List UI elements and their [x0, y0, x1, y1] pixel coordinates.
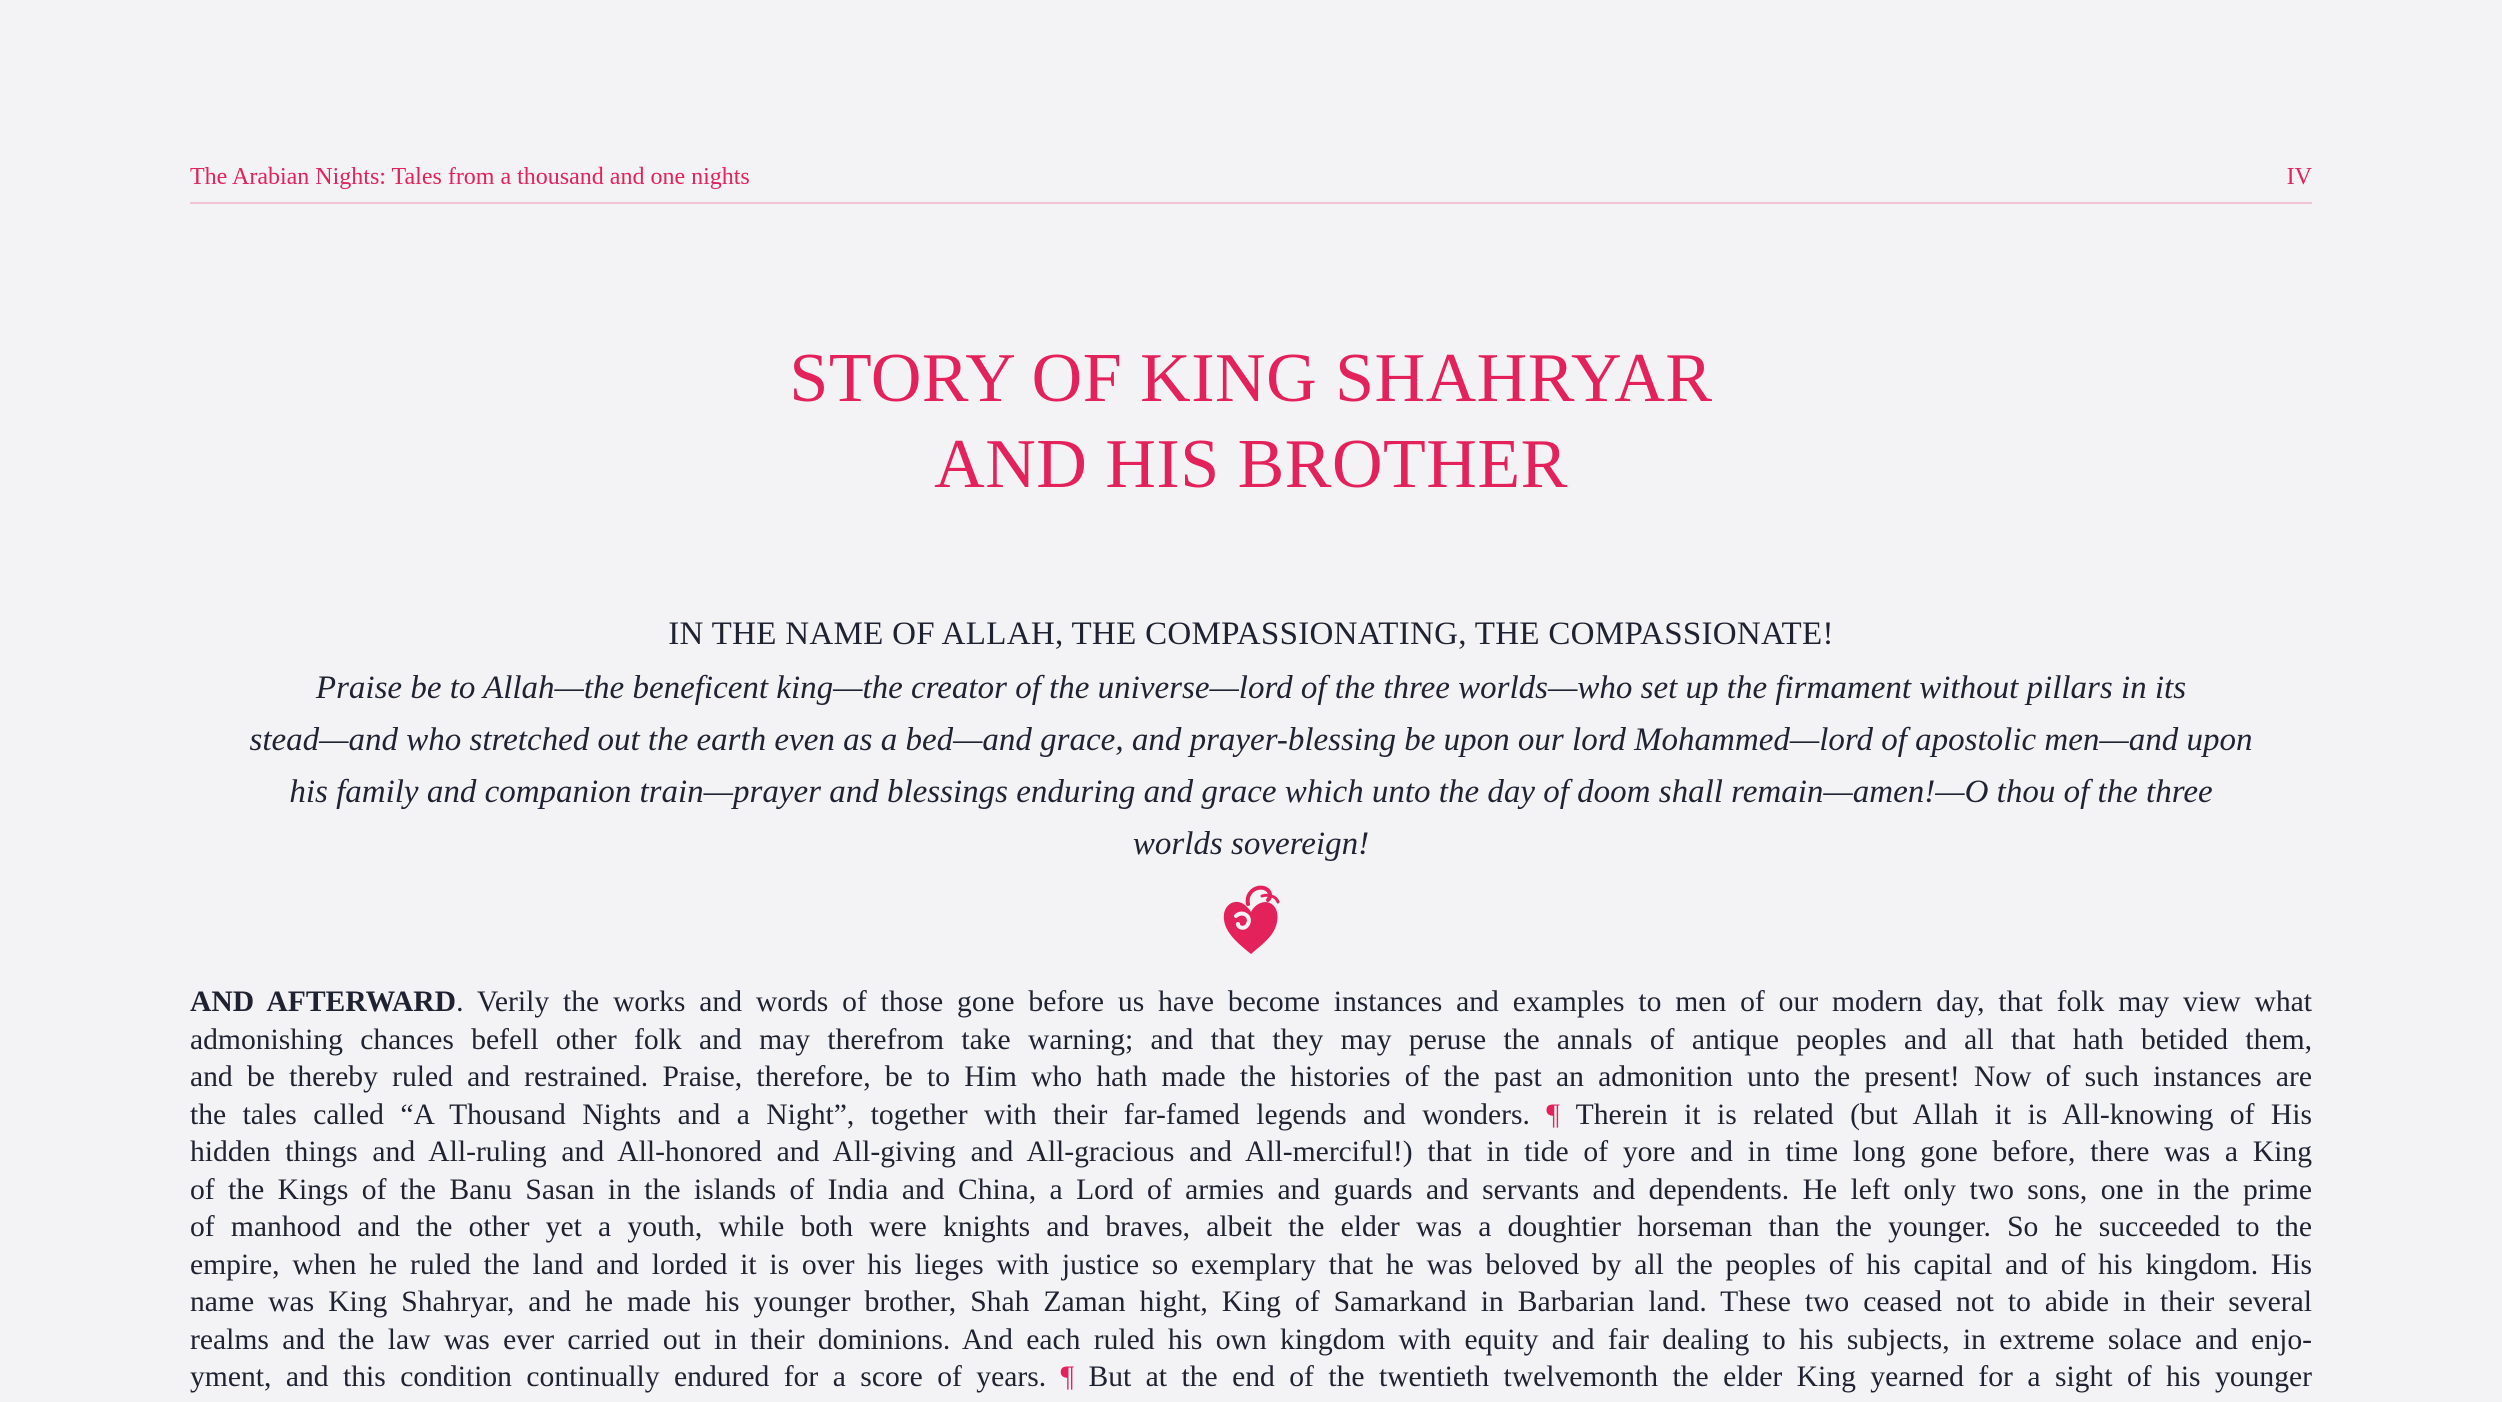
praise-line: worlds sovereign!: [1132, 826, 1370, 862]
chapter-title-line-2: AND HIS BROTHER: [934, 426, 1568, 503]
body-line-text: But at the end of the twentieth twelvemonth the elder King yearned for a sight of his younger: [1088, 1361, 2312, 1393]
body-line: and be thereby ruled and restrained. Praise, therefore, be to Him who hath made the histories of the past an admonition unto the present! Now of such instances are: [190, 1061, 2312, 1093]
book-title: The Arabian Nights: Tales from a thousand and one nights: [190, 164, 750, 190]
lead-in: AND AFTERWARD: [190, 986, 457, 1018]
body-line: of manhood and the other yet a youth, while both were knights and braves, albeit the elder was a doughtier horseman than the younger. So he succeeded to the: [190, 1211, 2312, 1243]
pilcrow-mark: ¶: [1060, 1361, 1075, 1393]
body-line-text: yment, and this condition continually endured for a score of years.: [190, 1361, 1047, 1393]
praise-line: Praise be to Allah—the beneficent king—the creator of the universe—lord of the three worlds—who set up the firmament without pillars in its: [315, 670, 2187, 706]
body-line: [190, 1359, 2312, 1397]
pilcrow-mark: ¶: [1546, 1098, 1560, 1131]
body-line: empire, when he ruled the land and lorded it is over his lieges with justice so exemplary that he was beloved by all the peoples of his capital and of his kingdom. His: [190, 1248, 2312, 1281]
page-number: IV: [2286, 164, 2312, 190]
body-paragraph: [190, 984, 2312, 1397]
body-line: [190, 1097, 2312, 1135]
praise-paragraph: [190, 662, 2312, 870]
body-line: admonishing chances befell other folk and may therefrom take warning; and that they may peruse the annals of antique peoples and all that hath betided them,: [190, 1023, 2312, 1056]
chapter-title-line-1: STORY OF KING SHAHRYAR: [789, 340, 1713, 417]
praise-line: stead—and who stretched out the earth even as a bed—and grace, and prayer-blessing be upon our lord Mohammed—lord of apostolic men—and upon: [249, 722, 2253, 758]
body-line: [190, 984, 2312, 1022]
running-header: [190, 158, 2312, 204]
fleuron-heart-icon: [1218, 882, 1284, 958]
body-line-text: . Verily the works and words of those gone before us have become instances and examples to men of our modern day, that folk may view what: [456, 986, 2312, 1018]
body-line: realms and the law was ever carried out in their dominions. And each ruled his own kingdom with equity and fair dealing to his subjects, in extreme solace and enjo-: [190, 1323, 2312, 1356]
body-line: hidden things and All-ruling and All-honored and All-giving and All-gracious and All-merciful!) that in tide of yore and in time long gone before, there was a King: [190, 1136, 2312, 1168]
fleuron-heart-icon-graphic: [1218, 882, 1284, 958]
invocation-heading: IN THE NAME OF ALLAH, THE COMPASSIONATING, THE COMPASSIONATE!: [668, 616, 1834, 652]
body-line: of the Kings of the Banu Sasan in the islands of India and China, a Lord of armies and guards and servants and dependents. He left only two sons, one in the prime: [190, 1173, 2312, 1206]
body-line-text: the tales called “A Thousand Nights and a Night”, together with their far-famed legends and wonders.: [190, 1098, 1530, 1131]
praise-line: his family and companion train—prayer and blessings enduring and grace which unto the day of doom shall remain—amen!—O thou of the three: [289, 774, 2213, 810]
body-line: name was King Shahryar, and he made his younger brother, Shah Zaman hight, King of Samarkand in Barbarian land. These two ceased not to abide in their several: [190, 1286, 2312, 1318]
body-line-text: Therein it is related (but Allah it is All-knowing of His: [1575, 1098, 2312, 1131]
chapter-title: [190, 336, 2312, 508]
